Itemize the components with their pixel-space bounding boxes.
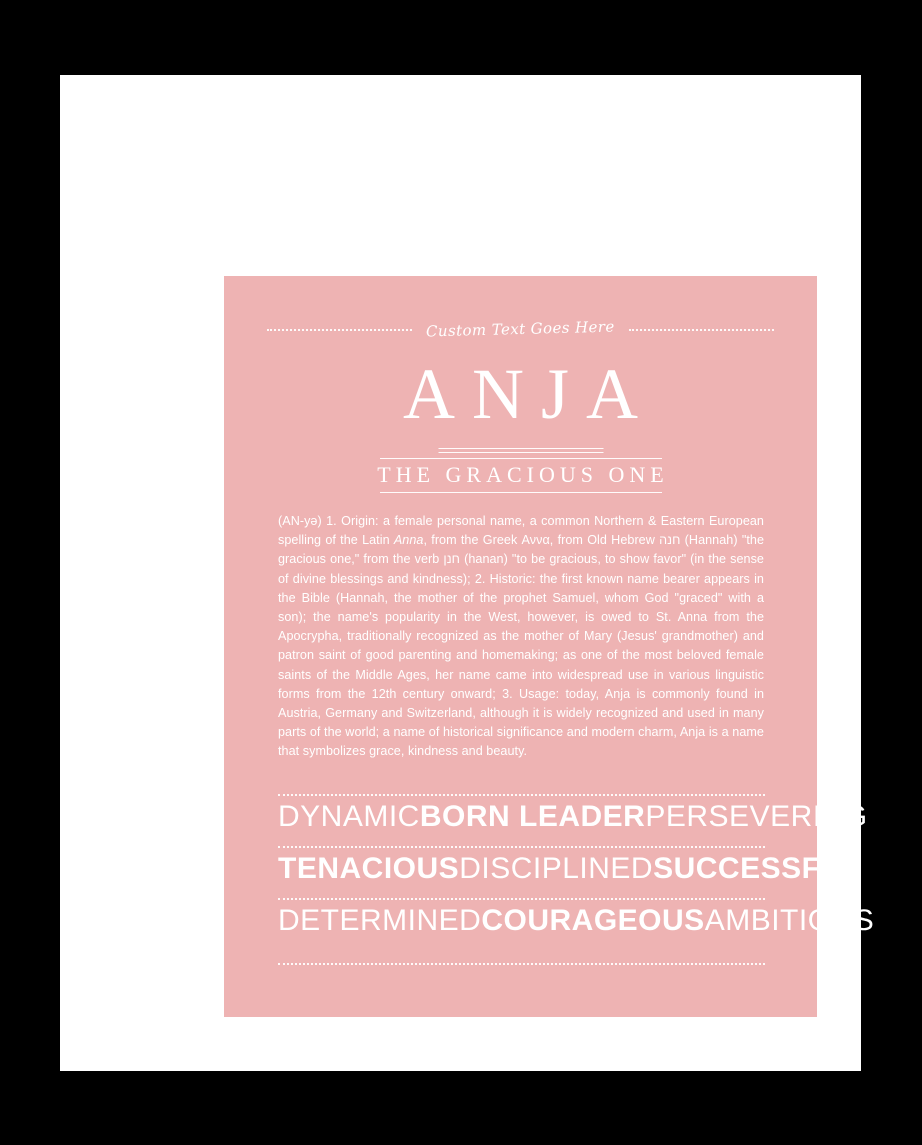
- print-page: [60, 75, 875, 1071]
- trait-word: PERSEVERING: [645, 800, 868, 833]
- trait-word: DETERMINED: [278, 904, 482, 937]
- definition-text: [278, 512, 764, 762]
- name-art-poster: [224, 276, 875, 1017]
- definition-part-1: (AN-yə) 1. Origin: a female personal name, a common Northern & Eastern European spelling of the Latin: [278, 514, 764, 548]
- trait-word: AMBITIOUS: [704, 904, 875, 937]
- tagline-rule-bottom: [380, 492, 662, 493]
- trait-word: SUCCESSFUL: [653, 852, 862, 885]
- traits-row: [278, 852, 862, 904]
- dotted-rule-left: [267, 329, 412, 331]
- poster-name: ANJA: [402, 354, 655, 434]
- definition-part-2: , from the Greek Αννα, from Old Hebrew חנה (Hannah) "the gracious one," from the verb חנן (hanan) "to be gracious, to show favor" (in the sense of divine blessings and kindness); 2. Historic: the first known name bearer appears in the Bible (Hannah, the mother of the prophet Samuel, whom God "graced" with a son); the name's popularity in the West, however, is owed to St. Anna from the Apocrypha, traditionally recognized as the mother of Mary (Jesus' grandmother) and patron saint of good parenting and homemaking; as one of the most beloved female saints of the Middle Ages, her name came into widespread use in various linguistic forms from the 12th century onward; 3. Usage: today, Anja is commonly found in Austria, Germany and Switzerland, although it is widely recognized and used in many parts of the world; a name of historical significance and modern charm, Anja is a name that symbolizes grace, kindness and beauty.: [278, 533, 764, 759]
- custom-text-row: [224, 317, 817, 341]
- traits-rule-bottom: [278, 963, 765, 965]
- trait-word: COURAGEOUS: [481, 904, 705, 937]
- divider-line-2: [438, 452, 603, 453]
- dotted-rule-right: [629, 329, 774, 331]
- traits-row: [278, 904, 875, 956]
- traits-row: [278, 800, 868, 852]
- trait-word: TENACIOUS: [278, 852, 460, 885]
- definition-italic-anna: Anna: [393, 533, 424, 548]
- trait-word: DISCIPLINED: [459, 852, 654, 885]
- custom-text[interactable]: Custom Text Goes Here: [425, 317, 616, 341]
- tagline-rule-top: [380, 458, 662, 459]
- name-divider: [438, 448, 603, 453]
- trait-word: DYNAMIC: [278, 800, 420, 833]
- poster-tagline: THE GRACIOUS ONE: [377, 462, 669, 487]
- traits-block: [278, 800, 875, 956]
- divider-line-1: [438, 448, 603, 449]
- trait-word: BORN LEADER: [419, 800, 646, 833]
- traits-rule-top: [278, 794, 765, 796]
